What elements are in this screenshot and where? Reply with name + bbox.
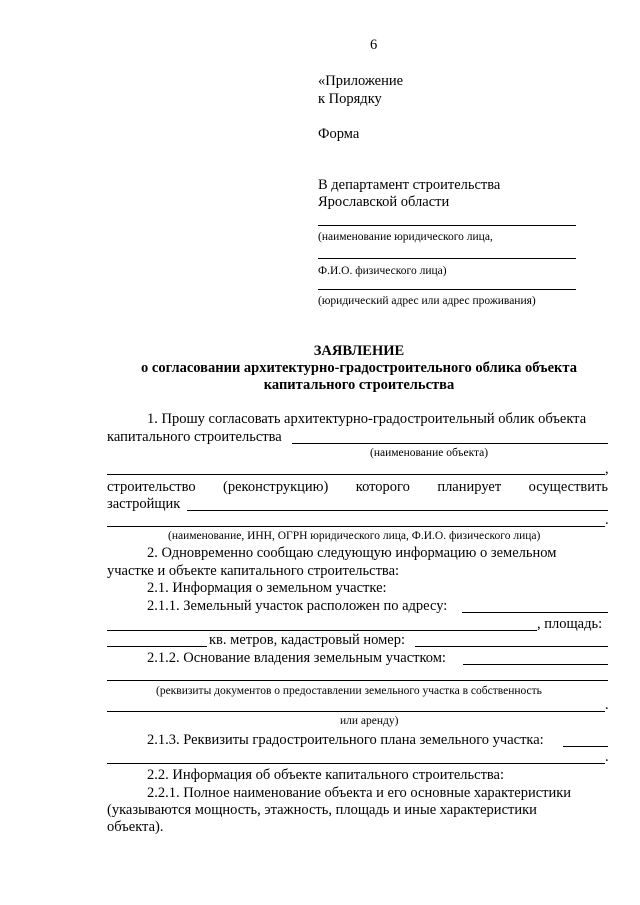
hint-object-name: (наименование объекта) [370, 447, 489, 459]
word-carry-out: осуществить [528, 479, 608, 495]
hint-address: (юридический адрес или адрес проживания) [318, 295, 536, 307]
p22: 2.2. Информация об объекте капитального строительства: [147, 767, 505, 783]
p1-line1: 1. Прошу согласовать архитектурно-градостроительный облик объекта [147, 411, 587, 427]
p2-line1: 2. Одновременно сообщаю следующую информацию о земельном [147, 545, 557, 561]
word-plans: планирует [437, 479, 502, 495]
cadastral-label: кв. метров, кадастровый номер: [209, 632, 405, 648]
p1-line3 [107, 479, 608, 496]
page-number: 6 [370, 37, 378, 53]
word-which: которого [355, 479, 410, 495]
title-line2: капитального строительства [263, 377, 455, 393]
p1-line2: капитального строительства [107, 429, 282, 445]
p213: 2.1.3. Реквизиты градостроительного плана земельного участка: [147, 732, 544, 748]
addressee-line2: Ярославской области [318, 194, 450, 210]
address-blank [318, 289, 576, 290]
comma-1: , [605, 461, 609, 477]
legal-name-blank [318, 225, 576, 226]
document-heading: ЗАЯВЛЕНИЕ [313, 343, 405, 359]
p221-line2: (указываются мощность, этажность, площадь и иные характеристики [107, 802, 537, 818]
period-2: . [605, 697, 609, 713]
title-line1: о согласовании архитектурно-градостроительного облика объекта [141, 360, 577, 376]
hint-legal-name: (наименование юридического лица, [318, 231, 493, 243]
hint-developer: (наименование, ИНН, ОГРН юридического лица, Ф.И.О. физического лица) [168, 530, 541, 542]
ownership-blank [463, 664, 608, 665]
address-field-blank-2 [107, 630, 537, 631]
cadastral-blank [415, 646, 608, 647]
period-1: . [605, 512, 609, 528]
p212: 2.1.2. Основание владения земельным участком: [147, 650, 446, 666]
p221-line3: объекта). [107, 819, 164, 835]
hint-person-name: Ф.И.О. физического лица) [318, 265, 447, 277]
appendix-line1: «Приложение [318, 73, 404, 89]
object-name-blank-2 [107, 474, 605, 475]
hint-docs-line2: или аренду) [340, 715, 399, 727]
p2-line2: участке и объекте капитального строительства: [107, 563, 400, 579]
plan-blank-2 [107, 763, 605, 764]
plan-blank [563, 746, 608, 747]
area-label: , площадь: [537, 616, 603, 632]
hint-docs-line1: (реквизиты документов о предоставлении земельного участка в собственность [156, 685, 542, 697]
p21: 2.1. Информация о земельном участке: [147, 580, 387, 596]
appendix-line2: к Порядку [318, 91, 382, 107]
developer-blank-2 [107, 526, 605, 527]
word-construction: строительство [107, 479, 196, 495]
p1-line4: застройщик [107, 496, 181, 512]
form-label: Форма [318, 126, 360, 142]
object-name-blank [292, 443, 608, 444]
address-field-blank [462, 612, 608, 613]
developer-blank [187, 510, 608, 511]
p221-line1: 2.2.1. Полное наименование объекта и его основные характеристики [147, 785, 572, 801]
ownership-blank-2 [107, 680, 608, 681]
person-name-blank [318, 258, 576, 259]
area-blank [107, 646, 207, 647]
ownership-blank-3 [107, 711, 605, 712]
addressee-line1: В департамент строительства [318, 177, 501, 193]
period-3: . [605, 749, 609, 765]
p211-line1: 2.1.1. Земельный участок расположен по адресу: [147, 598, 448, 614]
word-reconstruction: (реконструкцию) [223, 479, 329, 495]
